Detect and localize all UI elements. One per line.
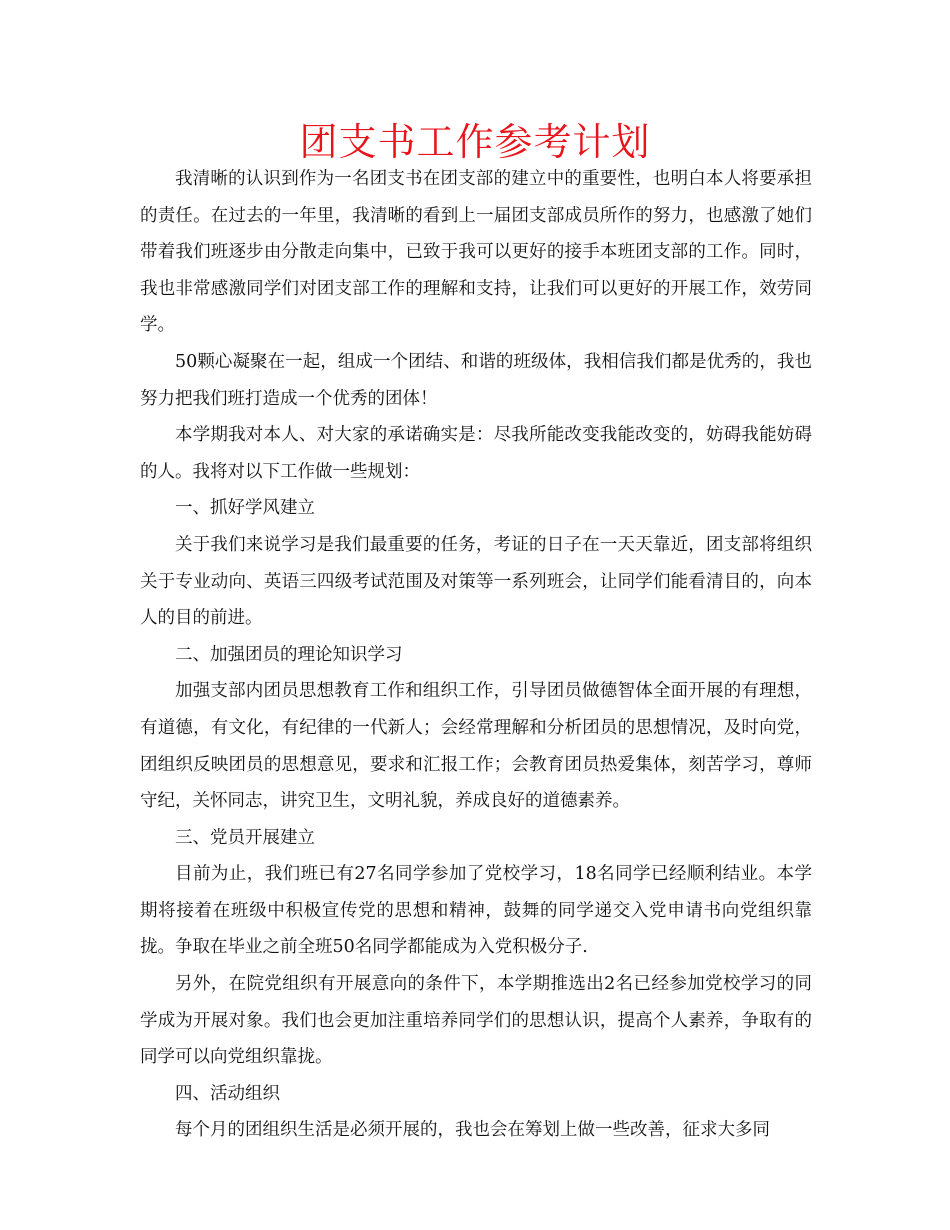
paragraph-activities: 每个月的团组织生活是必须开展的，我也会在筹划上做一些改善，征求大多同 bbox=[175, 1120, 770, 1141]
document-body bbox=[140, 161, 812, 1149]
section-heading-theory: 二、加强团员的理论知识学习 bbox=[175, 644, 403, 665]
document-title: 团支书工作参考计划 bbox=[299, 120, 651, 164]
paragraph-party-candidates: 另外，在院党组织有开展意向的条件下，本学期推选出2名已经参加党校学习的同学成为开展对象。我们也会更加注重培养同学们的思想认识，提高个人素养，争取有的同学可以向党组织靠拢。 bbox=[140, 974, 812, 1068]
paragraph-theory: 加强支部内团员思想教育工作和组织工作，引导团员做德智体全面开展的有理想，有道德，有文化，有纪律的一代新人；会经常理解和分析团员的思想情况，及时向党，团组织反映团员的思想意见，要求和汇报工作；会教育团员热爱集体，刻苦学习，尊师守纪，关怀同志，讲究卫生，文明礼貌，养成良好的道德素养。 bbox=[140, 681, 812, 812]
paragraph-party-progress: 目前为止，我们班已有27名同学参加了党校学习，18名同学已经顺利结业。本学期将接着在班级中积极宣传党的思想和精神，鼓舞的同学递交入党申请书向党组织靠拢。争取在毕业之前全班50名同学都能成为入党积极分子. bbox=[140, 864, 812, 958]
section-heading-party: 三、党员开展建立 bbox=[175, 827, 315, 848]
section-heading-study: 一、抓好学风建立 bbox=[175, 498, 315, 519]
paragraph-intro: 我清晰的认识到作为一名团支书在团支部的建立中的重要性，也明白本人将要承担的责任。在过去的一年里，我清晰的看到上一届团支部成员所作的努力，也感激了她们带着我们班逐步由分散走向集中，已致于我可以更好的接手本班团支部的工作。同时，我也非常感激同学们对团支部工作的理解和支持，让我们可以更好的开展工作，效劳同学。 bbox=[140, 169, 812, 336]
paragraph-class-unity: 50颗心凝聚在一起，组成一个团结、和谐的班级体，我相信我们都是优秀的，我也努力把我们班打造成一个优秀的团体！ bbox=[140, 351, 812, 409]
paragraph-promise: 本学期我对本人、对大家的承诺确实是：尽我所能改变我能改变的，妨碍我能妨碍的人。我将对以下工作做一些规划： bbox=[140, 425, 812, 482]
section-heading-activities: 四、活动组织 bbox=[175, 1083, 280, 1104]
paragraph-study: 关于我们来说学习是我们最重要的任务，考证的日子在一天天靠近，团支部将组织关于专业动向、英语三四级考试范围及对策等一系列班会，让同学们能看清目的，向本人的目的前进。 bbox=[140, 534, 812, 629]
